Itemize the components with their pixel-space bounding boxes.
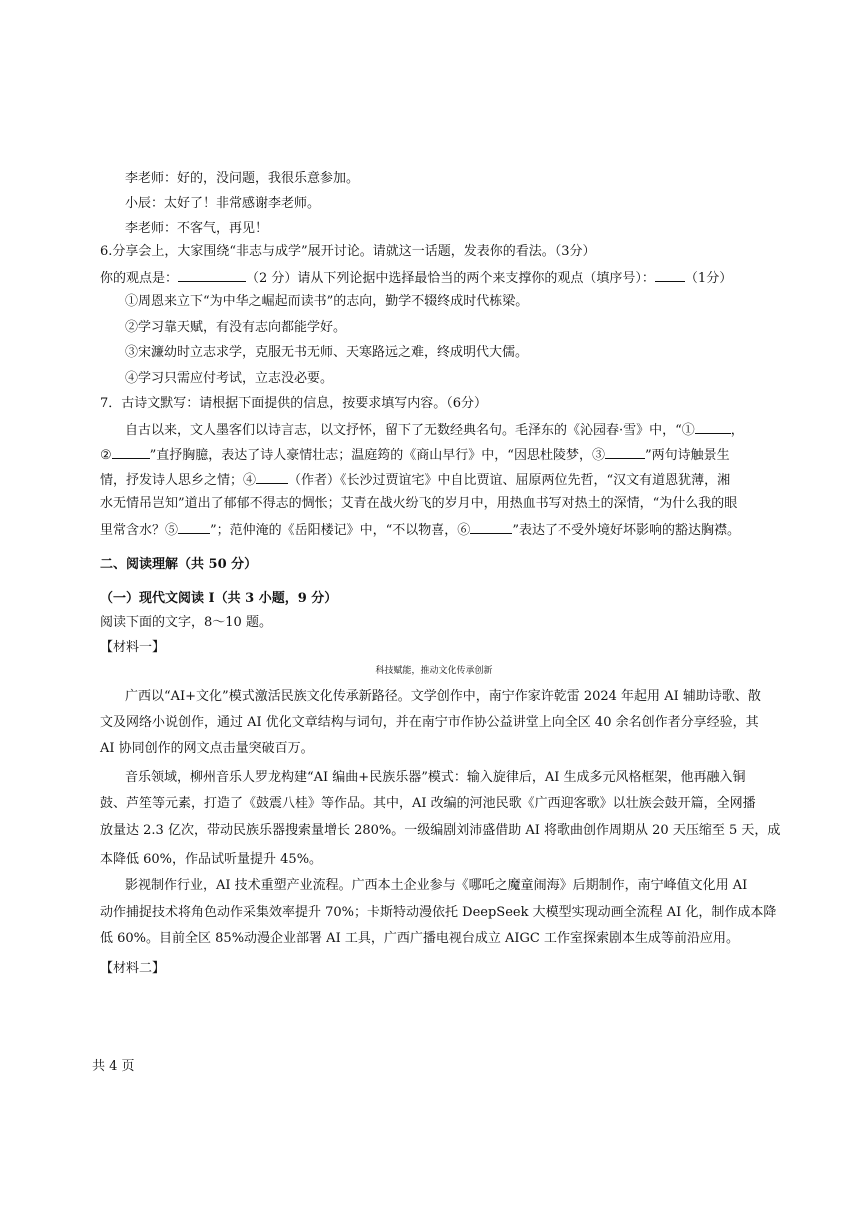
question-7-para-line: ② ”直抒胸臆，表达了诗人豪情壮志；温庭筠的《商山早行》中，“因思杜陵梦，③ ”两句诗触景生	[100, 445, 730, 465]
article-line: 广西以“AI+文化”模式激活民族文化传承新路径。文学创作中，南宁作家许乾雷 2024 年起用 AI 辅助诗歌、散	[125, 689, 761, 704]
argument-option: ②学习靠天赋，有没有志向都能学好。	[125, 320, 347, 335]
article-line: AI 协同创作的网文点击量突破百万。	[100, 741, 314, 756]
answer-blank[interactable]	[695, 420, 731, 434]
answer-blank[interactable]	[256, 470, 288, 484]
answer-blank[interactable]	[112, 445, 150, 459]
view-suffix: （1分）	[684, 271, 733, 286]
article-line: 本降低 60%，作品试听量提升 45%。	[100, 852, 323, 867]
question-7-para-line: 水无情吊岂知”道出了郁郁不得志的惆怅；艾青在战火纷飞的岁月中，用热血书写对热土的深情，“为什么我的眼	[100, 496, 738, 511]
dialogue-line: 李老师：好的，没问题，我很乐意参加。	[125, 171, 360, 186]
article-line: 鼓、芦笙等元素，打造了《鼓震八桂》等作品。其中，AI 改编的河池民歌《广西迎客歌》以壮族会鼓开篇，全网播	[100, 796, 756, 811]
answer-blank[interactable]	[470, 520, 512, 534]
question-7-para-line: 自古以来，文人墨客们以诗言志，以文抒怀，留下了无数经典名句。毛泽东的《沁园春·雪》中，“① ，	[125, 420, 744, 440]
article-line: 动作捕捉技术将角色动作采集效率提升 70%；卡斯特动漫依托 DeepSeek 大模型实现动画全流程 AI 化，制作成本降	[100, 905, 777, 920]
dialogue-line: 小辰：太好了！非常感谢李老师。	[125, 196, 321, 211]
section-title: 二、阅读理解（共 50 分）	[100, 557, 258, 572]
page-footer: 共 4 页	[92, 1059, 135, 1074]
argument-option: ①周恩来立下“为中华之崛起而读书”的志向，勤学不辍终成时代栋梁。	[125, 294, 529, 309]
view-mid: （2 分）请从下列论据中选择最恰当的两个来支撑你的观点（填序号）：	[246, 271, 655, 286]
subsection-title: （一）现代文阅读 I（共 3 小题，9 分）	[100, 591, 338, 606]
article-line: 低 60%。目前全区 85%动漫企业部署 AI 工具，广西广播电视台成立 AIGC 工作室探索剧本生成等前沿应用。	[100, 931, 739, 946]
article-title: 科技赋能，推动文化传承创新	[375, 666, 493, 676]
answer-blank[interactable]	[178, 520, 210, 534]
question-6-view-line	[100, 268, 732, 288]
answer-blank[interactable]	[605, 445, 645, 459]
argument-option: ③宋濂幼时立志求学，克服无书无师、天寒路远之难，终成明代大儒。	[125, 345, 529, 360]
article-line: 音乐领域，柳州音乐人罗龙构建“AI 编曲+民族乐器”模式：输入旋律后，AI 生成多元风格框架，他再融入铜	[125, 770, 746, 785]
article-line: 文及网络小说创作，通过 AI 优化文章结构与词句，并在南宁市作协公益讲堂上向全区 40 余名创作者分享经验，其	[100, 715, 759, 730]
question-6-stem: 6.分享会上，大家围绕“非志与成学”展开讨论。请就这一话题，发表你的看法。（3分）	[100, 244, 596, 259]
dialogue-line: 李老师：不客气，再见！	[125, 221, 269, 236]
question-7-stem: 7．古诗文默写：请根据下面提供的信息，按要求填写内容。（6分）	[100, 396, 488, 411]
article-line: 放量达 2.3 亿次，带动民族乐器搜索量增长 280%。一级编剧刘沛盛借助 AI 将歌曲创作周期从 20 天压缩至 5 天，成	[100, 823, 781, 838]
answer-blank[interactable]	[655, 268, 685, 282]
reading-instruction: 阅读下面的文字，8～10 题。	[100, 615, 272, 630]
article-line: 影视制作行业，AI 技术重塑产业流程。广西本土企业参与《哪吒之魔童闹海》后期制作，南宁峰值文化用 AI	[125, 878, 748, 893]
view-prefix: 你的观点是：	[100, 271, 179, 286]
argument-option: ④学习只需应付考试，立志没必要。	[125, 371, 334, 386]
question-7-para-line: 情，抒发诗人思乡之情；④ （作者）《长沙过贾谊宅》中自比贾谊、屈原两位先哲，“汉文有道恩犹薄，湘	[100, 470, 730, 490]
material-label: 【材料一】	[100, 640, 166, 655]
material-label: 【材料二】	[100, 961, 166, 976]
answer-blank[interactable]	[178, 268, 246, 282]
question-7-para-line: 里常含水？⑤ ”；范仲淹的《岳阳楼记》中，“不以物喜，⑥ ”表达了不受外境好坏影响的豁达胸襟。	[100, 520, 740, 540]
